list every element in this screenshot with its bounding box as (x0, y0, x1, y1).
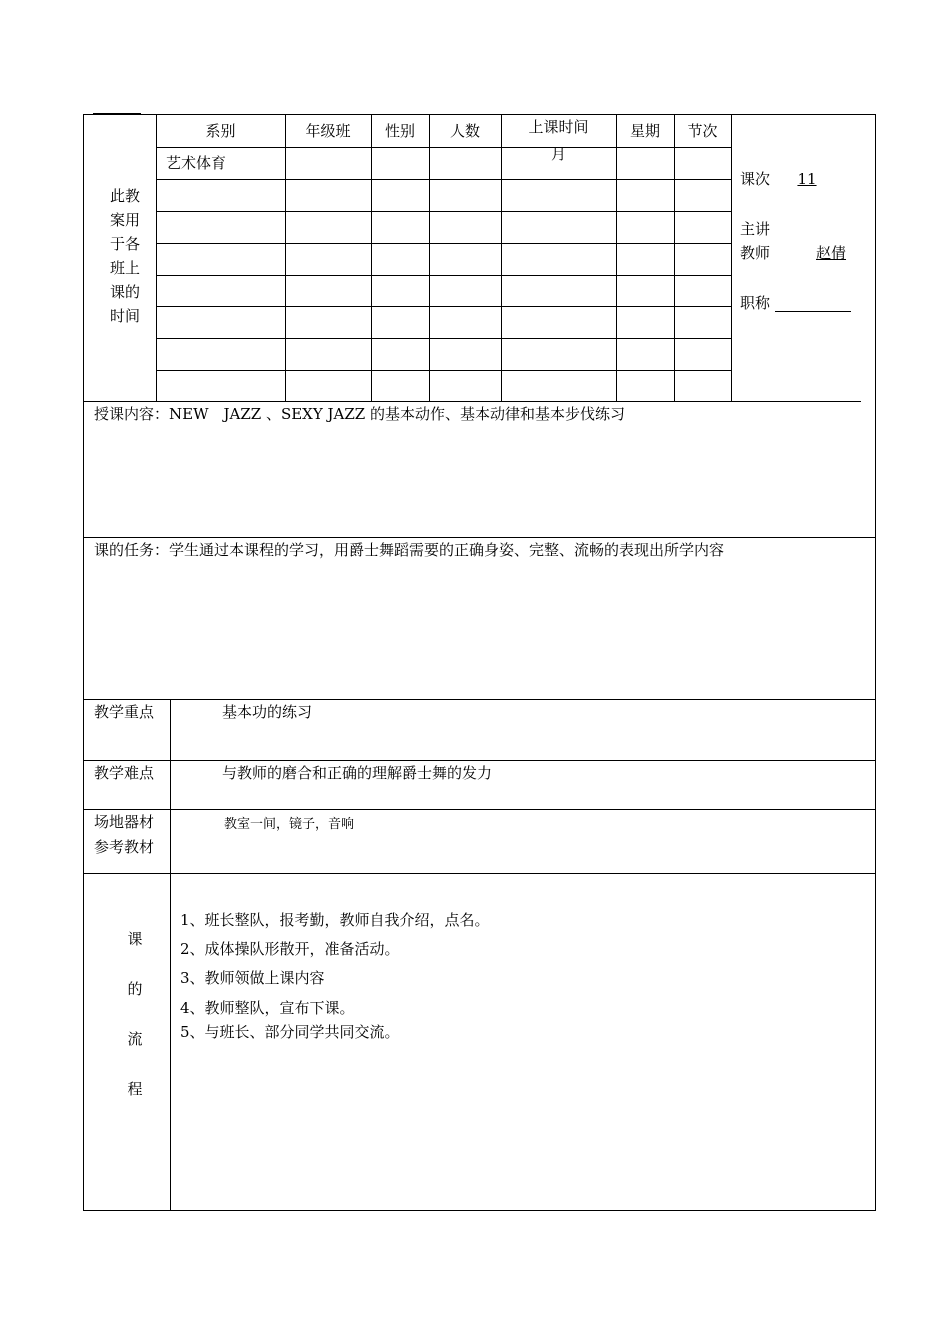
process-step: 2、成体操队形散开，准备活动。 (180, 940, 400, 958)
header-grade-class: 年级班 (305, 122, 351, 140)
section-divider (83, 537, 875, 538)
lesson-number-value: 11 (797, 170, 817, 188)
lesson-number-label: 课次 (740, 170, 771, 188)
materials-label-2: 参考教材 (94, 838, 155, 856)
grid-line (156, 370, 732, 371)
grid-line (156, 275, 732, 276)
header-month: 月 (550, 145, 566, 163)
key-points-label: 教学重点 (94, 703, 155, 721)
difficulties-label: 教学难点 (94, 764, 155, 782)
teacher-label-line2: 教师 (740, 244, 771, 262)
grid-line (371, 114, 372, 401)
process-step: 1、班长整队，报考勤，教师自我介绍，点名。 (180, 911, 490, 929)
grid-line (285, 114, 286, 401)
grid-line (156, 306, 732, 307)
grid-line (616, 114, 617, 401)
header-class-time: 上课时间 (528, 118, 589, 136)
side-label-line: 于各 (109, 235, 140, 253)
side-label-line: 班上 (109, 259, 140, 277)
header-gender: 性别 (384, 122, 415, 140)
section-divider (83, 699, 875, 700)
grid-line (156, 147, 732, 148)
side-label-line: 此教 (109, 187, 140, 205)
process-label (120, 928, 150, 1128)
header-dept: 系别 (205, 122, 236, 140)
side-label-line: 课的 (109, 283, 140, 301)
lesson-task: 课的任务：学生通过本课程的学习，用爵士舞蹈需要的正确身姿、完整、流畅的表现出所学内容 (94, 541, 725, 559)
side-label-line: 时间 (109, 307, 140, 325)
materials-label-1: 场地器材 (94, 813, 155, 831)
header-period: 节次 (687, 122, 718, 140)
frame-top (83, 114, 875, 115)
label-column-line (170, 699, 171, 1211)
teacher-name: 赵倩 (816, 244, 847, 262)
section-divider (83, 401, 861, 402)
section-divider (83, 873, 875, 874)
frame-top-mark (93, 113, 141, 115)
grid-line (731, 114, 732, 401)
frame-right (875, 114, 876, 1211)
process-step: 4、教师整队，宣布下课。 (180, 999, 355, 1017)
section-divider (83, 760, 875, 761)
teacher-label-line1: 主讲 (740, 220, 771, 238)
grid-line (156, 338, 732, 339)
process-label-char: 的 (127, 980, 143, 998)
frame-bottom (83, 1210, 875, 1211)
process-step: 3、教师领做上课内容 (180, 969, 325, 987)
materials-value: 教室一间，镜子，音响 (224, 817, 355, 832)
teaching-content: 授课内容：NEW JAZZ 、SEXY JAZZ 的基本动作、基本动律和基本步伐练习 (94, 405, 625, 423)
row-1-dept: 艺术体育 (166, 154, 227, 172)
schedule-side-label (100, 184, 150, 328)
job-title-label: 职称 (740, 294, 771, 312)
grid-line (674, 114, 675, 401)
grid-line (156, 179, 732, 180)
header-weekday: 星期 (629, 122, 660, 140)
grid-line (156, 243, 732, 244)
grid-line (429, 114, 430, 401)
process-label-char: 流 (127, 1030, 143, 1048)
grid-line (156, 211, 732, 212)
frame-left (83, 114, 84, 1211)
header-count: 人数 (449, 122, 480, 140)
side-label-line: 案用 (109, 211, 140, 229)
job-title-blank (775, 311, 851, 312)
process-step: 5、与班长、部分同学共同交流。 (180, 1023, 400, 1041)
grid-line (156, 114, 157, 401)
section-divider (83, 809, 875, 810)
process-label-char: 程 (127, 1080, 143, 1098)
process-label-char: 课 (127, 930, 143, 948)
difficulties-value: 与教师的磨合和正确的理解爵士舞的发力 (222, 764, 493, 782)
key-points-value: 基本功的练习 (222, 703, 313, 721)
